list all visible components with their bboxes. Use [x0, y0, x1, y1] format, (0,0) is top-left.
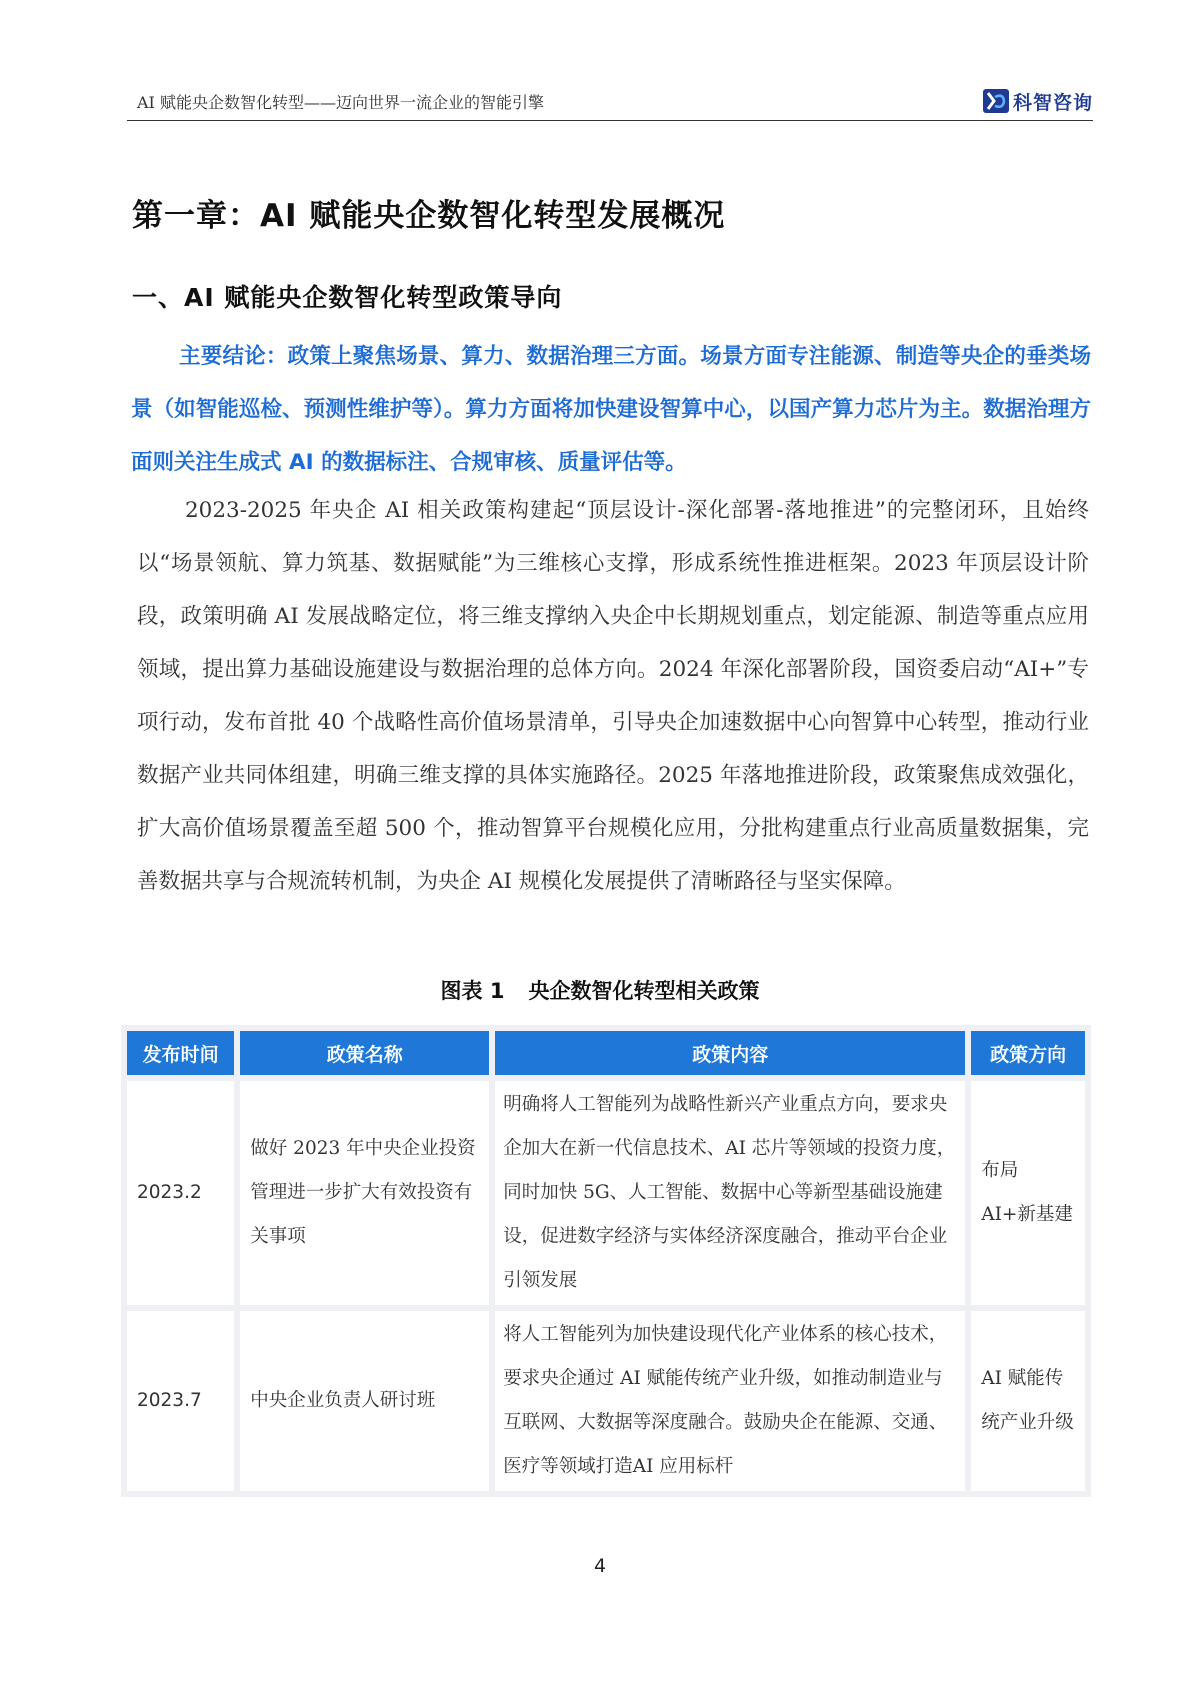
table-header-row: [127, 1031, 1085, 1075]
company-logo: [983, 88, 1093, 114]
chapter-title: 第一章：AI 赋能央企数智化转型发展概况: [132, 198, 726, 234]
policy-name: 做好 2023 年中央企业投资管理进一步扩大有效投资有关事项: [240, 1081, 489, 1305]
logo-icon: [983, 89, 1009, 113]
table-row: [127, 1311, 1085, 1491]
header-title: AI 赋能央企数智化转型——迈向世界一流企业的智能引擎: [137, 93, 544, 112]
figure-caption: [0, 975, 1200, 1005]
section-title: 一、AI 赋能央企数智化转型政策导向: [132, 283, 563, 312]
figure-number: 图表 1: [440, 979, 505, 1003]
column-header-direction: 政策方向: [971, 1031, 1085, 1075]
main-conclusion: 主要结论：政策上聚焦场景、算力、数据治理三方面。场景方面专注能源、制造等央企的垂类场景（如智能巡检、预测性维护等）。算力方面将加快建设智算中心，以国产算力芯片为主。数据治理方面则关注生成式 AI 的数据标注、合规审核、质量评估等。: [131, 344, 1091, 475]
policy-date: 2023.2: [127, 1081, 234, 1305]
column-header-date: 发布时间: [127, 1031, 234, 1075]
policy-table: [121, 1025, 1091, 1497]
page-header: [127, 82, 1093, 121]
column-header-name: 政策名称: [240, 1031, 489, 1075]
policy-direction: AI 赋能传统产业升级: [971, 1311, 1085, 1491]
table-row: [127, 1081, 1085, 1305]
policy-date: 2023.7: [127, 1311, 234, 1491]
policy-name: 中央企业负责人研讨班: [240, 1311, 489, 1491]
policy-content: 将人工智能列为加快建设现代化产业体系的核心技术，要求央企通过 AI 赋能传统产业升级，如推动制造业与互联网、大数据等深度融合。鼓励央企在能源、交通、医疗等领域打造AI 应用标杆: [495, 1311, 965, 1491]
body-paragraph: 2023-2025 年央企 AI 相关政策构建起“顶层设计-深化部署-落地推进”的完整闭环，且始终以“场景领航、算力筑基、数据赋能”为三维核心支撑，形成系统性推进框架。2023 年顶层设计阶段，政策明确 AI 发展战略定位，将三维支撑纳入央企中长期规划重点，划定能源、制造等重点应用领域，提出算力基础设施建设与数据治理的总体方向。2024 年深化部署阶段，国资委启动“AI+”专项行动，发布首批 40 个战略性高价值场景清单，引导央企加速数据中心向智算中心转型，推动行业数据产业共同体组建，明确三维支撑的具体实施路径。2025 年落地推进阶段，政策聚焦成效强化，扩大高价值场景覆盖至超 500 个，推动智算平台规模化应用，分批构建重点行业高质量数据集，完善数据共享与合规流转机制，为央企 AI 规模化发展提供了清晰路径与坚实保障。: [137, 498, 1089, 894]
policy-direction: 布局 AI+新基建: [971, 1081, 1085, 1305]
column-header-content: 政策内容: [495, 1031, 965, 1075]
page-number: 4: [593, 1555, 607, 1577]
figure-title: 央企数智化转型相关政策: [528, 979, 760, 1003]
policy-content: 明确将人工智能列为战略性新兴产业重点方向，要求央企加大在新一代信息技术、AI 芯片等领域的投资力度，同时加快 5G、人工智能、数据中心等新型基础设施建设，促进数字经济与实体经济深度融合，推动平台企业引领发展: [495, 1081, 965, 1305]
logo-text: 科智咨询: [1012, 91, 1093, 114]
